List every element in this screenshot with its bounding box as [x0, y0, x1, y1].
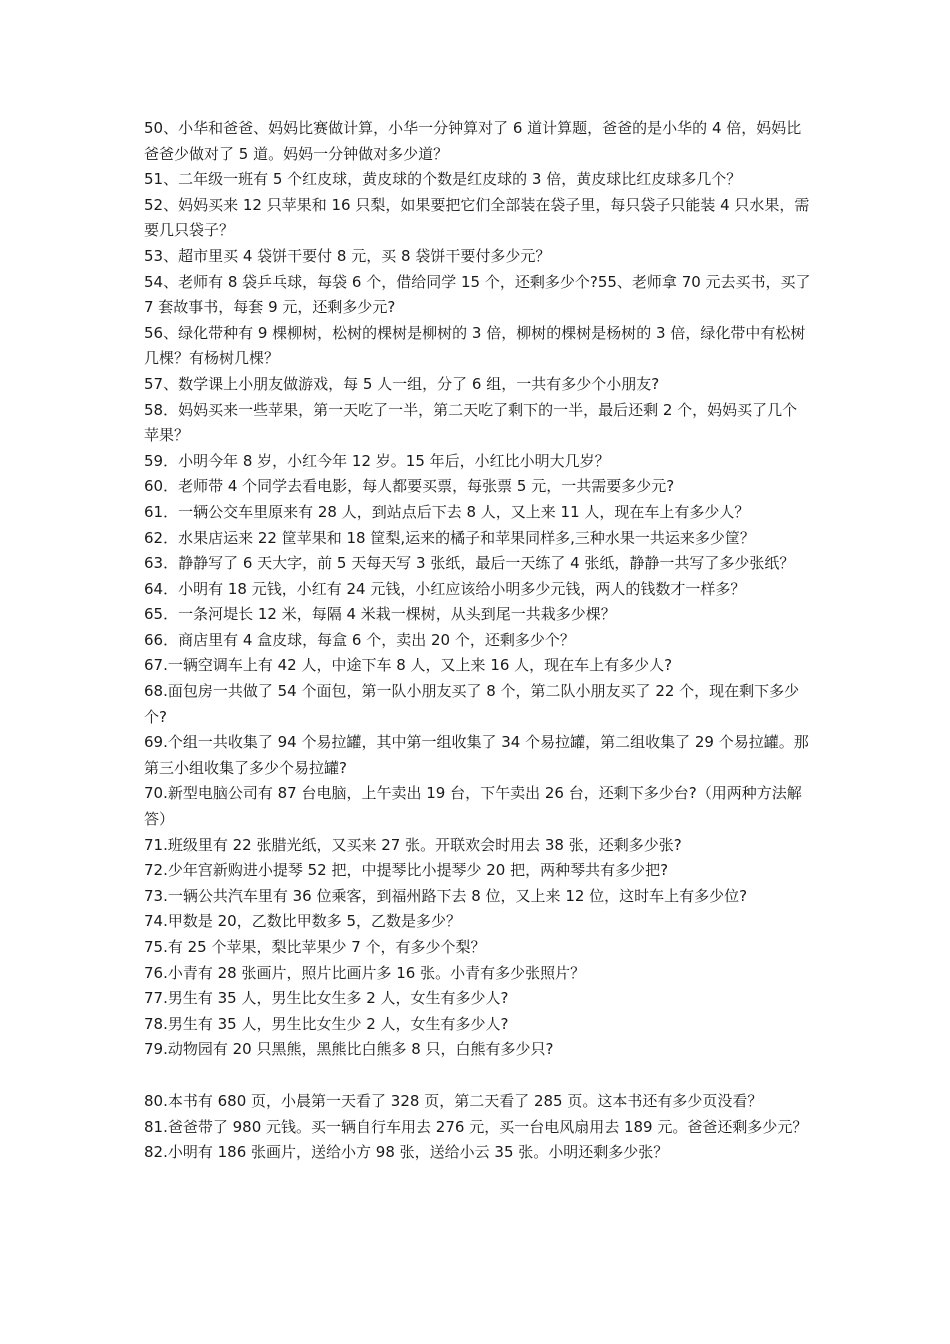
problem-71: 71.班级里有 22 张腊光纸，又买来 27 张。开联欢会时用去 38 张，还剩多少张? — [144, 835, 682, 854]
problem-59: 59．小明今年 8 岁，小红今年 12 岁。15 年后，小红比小明大几岁？ — [144, 451, 610, 470]
problem-65: 65．一条河堤长 12 米，每隔 4 米栽一棵树，从头到尾一共栽多少棵？ — [144, 605, 616, 624]
problem-70: 70.新型电脑公司有 87 台电脑，上午卖出 19 台，下午卖出 26 台，还剩下多少台?（用两种方法解答） — [144, 784, 802, 829]
problem-50: 50、小华和爸爸、妈妈比赛做计算，小华一分钟算对了 6 道计算题，爸爸的是小华的 4 倍，妈妈比爸爸少做对了 5 道。妈妈一分钟做对多少道？ — [144, 119, 802, 163]
problem-54-55: 54、老师有 8 袋乒乓球，每袋 6 个，借给同学 15 个，还剩多少个?55、老师拿 70 元去买书，买了 7 套故事书，每套 9 元，还剩多少元? — [144, 272, 811, 317]
problem-63: 63．静静写了 6 天大字，前 5 天每天写 3 张纸，最后一天练了 4 张纸，静静一共写了多少张纸？ — [144, 554, 795, 573]
problem-66: 66．商店里有 4 盒皮球，每盒 6 个，卖出 20 个，还剩多少个？ — [144, 630, 575, 649]
problem-57: 57、数学课上小朋友做游戏，每 5 人一组，分了 6 组，一共有多少个小朋友? — [144, 374, 660, 393]
problem-62: 62．水果店运来 22 筐苹果和 18 筐梨,运来的橘子和苹果同样多,三种水果一共运来多少筐？ — [144, 528, 755, 547]
problem-69: 69.个组一共收集了 94 个易拉罐，其中第一组收集了 34 个易拉罐，第二组收集了 29 个易拉罐。那第三小组收集了多少个易拉罐? — [144, 733, 809, 777]
problem-61: 61．一辆公交车里原来有 28 人，到站点后下去 8 人，又上来 11 人，现在车上有多少人？ — [144, 502, 750, 521]
problem-51: 51、二年级一班有 5 个红皮球，黄皮球的个数是红皮球的 3 倍，黄皮球比红皮球多几个？ — [144, 170, 742, 189]
problem-75: 75.有 25 个苹果，梨比苹果少 7 个，有多少个梨？ — [144, 938, 486, 956]
problem-58: 58．妈妈买来一些苹果，第一天吃了一半，第二天吃了剩下的一半，最后还剩 2 个，妈妈买了几个苹果？ — [144, 400, 798, 445]
problem-72: 72.少年宫新购进小提琴 52 把，中提琴比小提琴少 20 把，两种琴共有多少把? — [144, 861, 669, 880]
problem-81: 81.爸爸带了 980 元钱。买一辆自行车用去 276 元，买一台电风扇用去 189 元。爸爸还剩多少元？ — [144, 1117, 808, 1136]
problem-74: 74.甲数是 20，乙数比甲数多 5，乙数是多少？ — [144, 912, 462, 931]
problem-60: 60．老师带 4 个同学去看电影，每人都要买票，每张票 5 元，一共需要多少元? — [144, 477, 675, 496]
problem-77: 77.男生有 35 人，男生比女生多 2 人，女生有多少人? — [144, 989, 509, 1008]
problem-76: 76.小青有 28 张画片，照片比画片多 16 张。小青有多少张照片？ — [144, 963, 586, 982]
problem-56: 56、绿化带种有 9 棵柳树，松树的棵树是柳树的 3 倍，柳树的棵树是杨树的 3 倍，绿化带中有松树几棵？有杨树几棵？ — [144, 323, 806, 368]
problem-53: 53、超市里买 4 袋饼干要付 8 元，买 8 袋饼干要付多少元？ — [144, 246, 551, 265]
problem-73: 73.一辆公共汽车里有 36 位乘客，到福州路下去 8 位，又上来 12 位，这时车上有多少位? — [144, 886, 748, 905]
problem-52: 52、妈妈买来 12 只苹果和 16 只梨，如果要把它们全部装在袋子里，每只袋子只能装 4 只水果，需要几只袋子？ — [144, 195, 810, 240]
problem-78: 78.男生有 35 人，男生比女生少 2 人，女生有多少人? — [144, 1014, 509, 1033]
problem-list-a — [144, 116, 812, 1063]
problem-79: 79.动物园有 20 只黑熊，黑熊比白熊多 8 只，白熊有多少只? — [144, 1040, 554, 1059]
problem-67: 67.一辆空调车上有 42 人，中途下车 8 人，又上来 16 人，现在车上有多少人? — [144, 656, 673, 675]
problem-64: 64．小明有 18 元钱，小红有 24 元钱，小红应该给小明多少元钱，两人的钱数才一样多？ — [144, 579, 746, 598]
section-gap — [144, 1063, 812, 1089]
worksheet-page — [144, 116, 812, 1166]
problem-80: 80.本书有 680 页，小晨第一天看了 328 页，第二天看了 285 页。这本书还有多少页没看？ — [144, 1091, 763, 1110]
problem-68: 68.面包房一共做了 54 个面包，第一队小朋友买了 8 个，第二队小朋友买了 22 个，现在剩下多少个? — [144, 682, 800, 726]
problem-list-b — [144, 1089, 812, 1166]
problem-82: 82.小明有 186 张画片，送给小方 98 张，送给小云 35 张。小明还剩多少张？ — [144, 1143, 669, 1162]
